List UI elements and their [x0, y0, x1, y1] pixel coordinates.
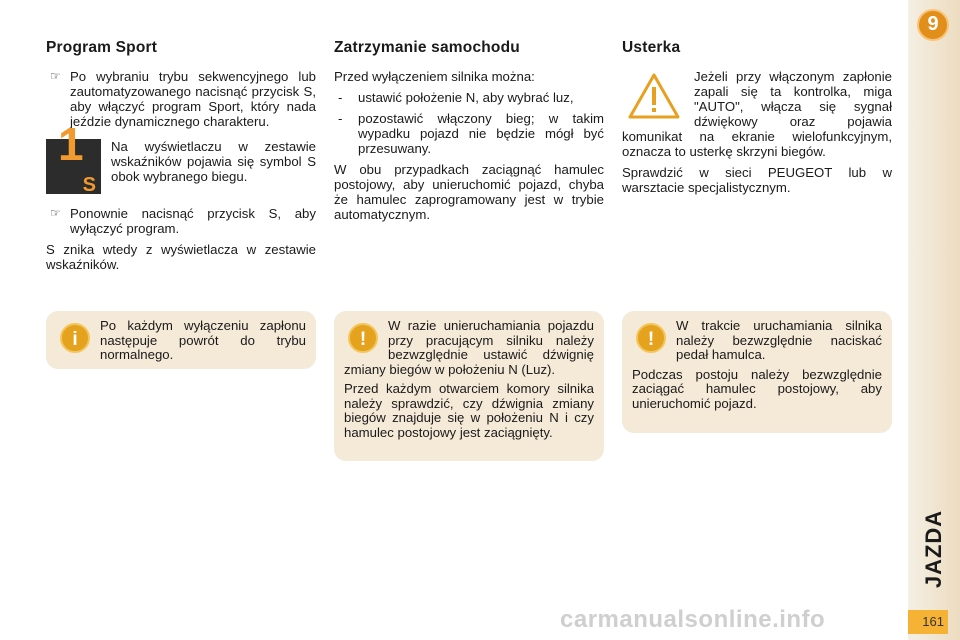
note-text: W trakcie uruchamiania silnika należy bezwzględnie naciskać pedał hamulca. [676, 318, 882, 362]
gear-display-image [46, 118, 101, 196]
dash-text: ustawić położenie N, aby wybrać luz, [358, 90, 574, 105]
note-text: W razie unieruchamiania pojazdu przy pracującym silniku należy bezwzględnie ustawić dźwignię zmiany biegów w położeniu N (Luz). [344, 318, 594, 377]
gear-sport-letter: S [82, 174, 96, 196]
bullet-item [46, 69, 316, 129]
section-label-vertical [912, 509, 956, 589]
section-title-fault: Usterka [622, 39, 681, 56]
gear-number: 1 [58, 118, 84, 170]
paragraph: S znika wtedy z wyświetlacza w zestawie wskaźników. [46, 242, 316, 272]
section-title-sport: Program Sport [46, 39, 158, 56]
chapter-number-badge: 9 [917, 9, 949, 41]
page-number: 161 [908, 610, 948, 634]
bullet-text: Po wybraniu trybu sekwencyjnego lub zautomatyzowanego nacisnąć przycisk S, aby włączyć program Sport, który nada jeździe dynamicznego charakteru. [70, 69, 316, 129]
column-fault [622, 40, 892, 201]
note-box-1 [46, 311, 316, 369]
paragraph: Przed wyłączeniem silnika można: [334, 69, 535, 84]
pointing-finger-icon: ☞ [50, 206, 61, 220]
dash-text: pozostawić włączony bieg; w takim wypadku pojazd nie będzie mógł być przesuwany. [358, 111, 604, 156]
gear-description: Na wyświetlaczu w zestawie wskaźników pojawia się symbol S obok wybranego biegu. [111, 139, 316, 184]
chapter-sidebar [908, 0, 960, 640]
dash-item: - ustawić położenie N, aby wybrać luz, [334, 90, 604, 105]
gear-display-row [46, 118, 316, 196]
watermark: carmanualsonline.info [560, 606, 826, 633]
warning-triangle-icon [628, 73, 680, 119]
note-text: Podczas postoju należy bezwzględnie zaciągać hamulec postojowy, aby unieruchomić pojazd. [632, 366, 882, 411]
column-sport [46, 40, 316, 278]
section-label: JAZDA [921, 509, 946, 589]
warning-exclamation-icon: ! [348, 323, 378, 353]
note-box-3 [622, 311, 892, 433]
note-text: Po każdym wyłączeniu zapłonu następuje powrót do trybu normalnego. [100, 318, 306, 362]
section-title-stop: Zatrzymanie samochodu [334, 39, 520, 56]
note-text: Przed każdym otwarciem komory silnika należy sprawdzić, czy dźwignia zmiany biegów znajduje się w położeniu N i czy hamulec postojowy jest zaciągnięty. [344, 381, 594, 440]
bullet-text: Ponownie nacisnąć przycisk S, aby wyłączyć program. [70, 206, 316, 236]
info-icon: i [60, 323, 90, 353]
warning-exclamation-icon: ! [636, 323, 666, 353]
pointing-finger-icon: ☞ [50, 69, 61, 83]
paragraph: W obu przypadkach zaciągnąć hamulec postojowy, aby unieruchomić pojazd, chyba że hamulec zaprogramowany jest w trybie automatycznym. [334, 162, 604, 222]
paragraph: Jeżeli przy włączonym zapłonie zapali się ta kontrolka, miga "AUTO", włącza się sygnał dźwiękowy oraz pojawia komunikat na ekranie wielofunkcyjnym, oznacza to usterkę skrzyni biegów. [622, 69, 892, 159]
bullet-item [46, 206, 316, 236]
column-stop [334, 40, 604, 228]
paragraph: Sprawdzić w sieci PEUGEOT lub w warsztacie specjalistycznym. [622, 165, 892, 195]
dash-item: - pozostawić włączony bieg; w takim wypadku pojazd nie będzie mógł być przesuwany. [338, 111, 604, 156]
note-box-2 [334, 311, 604, 461]
